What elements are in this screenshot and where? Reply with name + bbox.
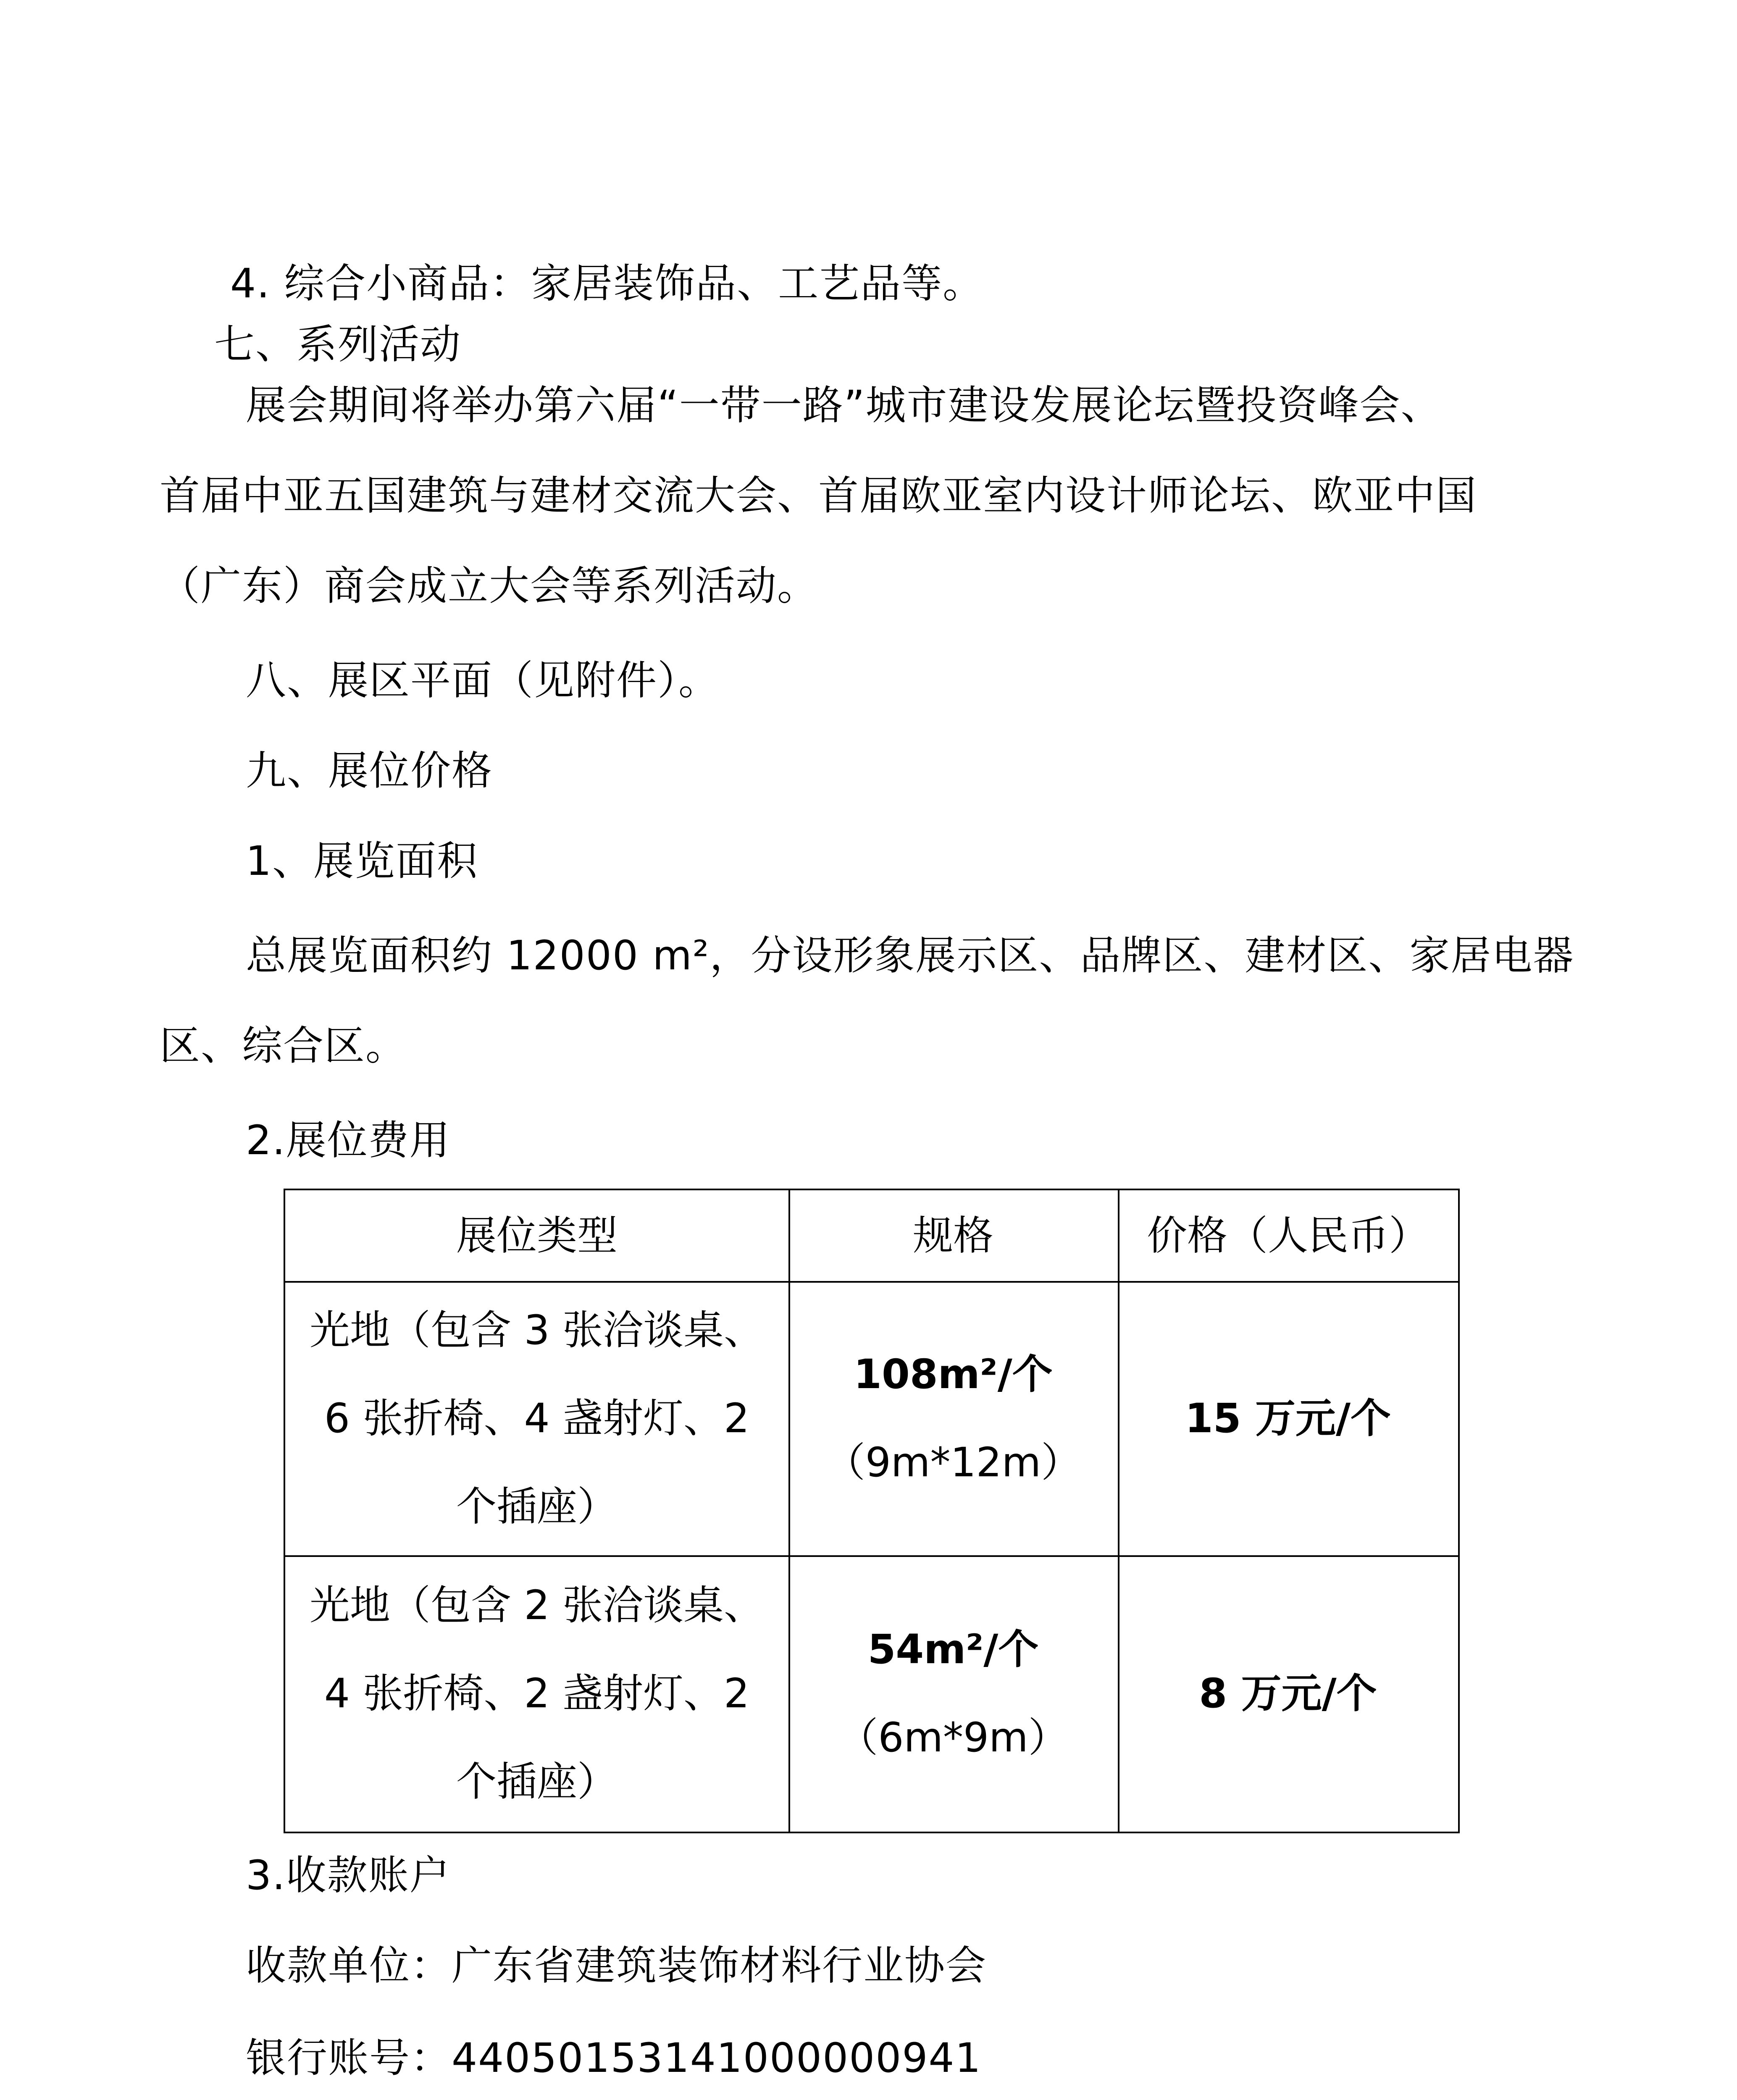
text-line-5: （广东）商会成立大会等系列活动。 [160,562,818,609]
type-line: 4 张折椅、2 盏射灯、2 [324,1670,750,1717]
spec-dimensions: （6m*9m） [838,1714,1069,1761]
table-header-price: 价格（人民币） [1147,1212,1429,1259]
type-line: 光地（包含 3 张洽谈桌、 [309,1306,765,1354]
text-line-1: 4. 综合小商品：家居装饰品、工艺品等。 [230,260,984,307]
table-row-1-type [285,1281,788,1555]
spec-area: 108m²/个 [854,1350,1053,1398]
type-line: 6 张折椅、4 盏射灯、2 [324,1394,750,1442]
subheading-exhibition-area: 1、展览面积 [246,837,478,885]
subheading-payment-account: 3.收款账户 [246,1852,451,1899]
table-row-1-spec [788,1281,1118,1555]
text-line-10: 区、综合区。 [160,1022,407,1069]
table-row-2-type [285,1555,788,1832]
text-line-3: 展会期间将举办第六届“一带一路”城市建设发展论坛暨投资峰会、 [246,382,1442,429]
table-row-2-spec [788,1555,1118,1832]
booth-fee-table [284,1189,1460,1833]
table-header-type: 展位类型 [456,1212,618,1259]
table-header-spec: 规格 [913,1212,993,1259]
spec-area: 54m²/个 [867,1626,1039,1673]
text-line-4: 首届中亚五国建筑与建材交流大会、首届欧亚室内设计师论坛、欧亚中国 [160,472,1477,519]
bank-account-line: 银行账号：44050153141000000941 [246,2034,982,2082]
text-line-9: 总展览面积约 12000 m²，分设形象展示区、品牌区、建材区、家居电器 [246,932,1574,979]
type-line: 个插座） [456,1483,618,1530]
payee-line: 收款单位：广东省建筑装饰材料行业协会 [246,1942,987,1989]
spec-dimensions: （9m*12m） [825,1438,1082,1486]
type-line: 个插座） [456,1758,618,1805]
section-heading-activities: 七、系列活动 [214,321,461,368]
subheading-booth-fee: 2.展位费用 [246,1117,451,1164]
type-line: 光地（包含 2 张洽谈桌、 [309,1582,765,1629]
table-row-1-price: 15 万元/个 [1185,1394,1391,1442]
section-heading-floorplan: 八、展区平面（见附件）。 [246,657,720,704]
table-row-2-price: 8 万元/个 [1199,1670,1377,1717]
section-heading-booth-price: 九、展位价格 [246,747,493,794]
